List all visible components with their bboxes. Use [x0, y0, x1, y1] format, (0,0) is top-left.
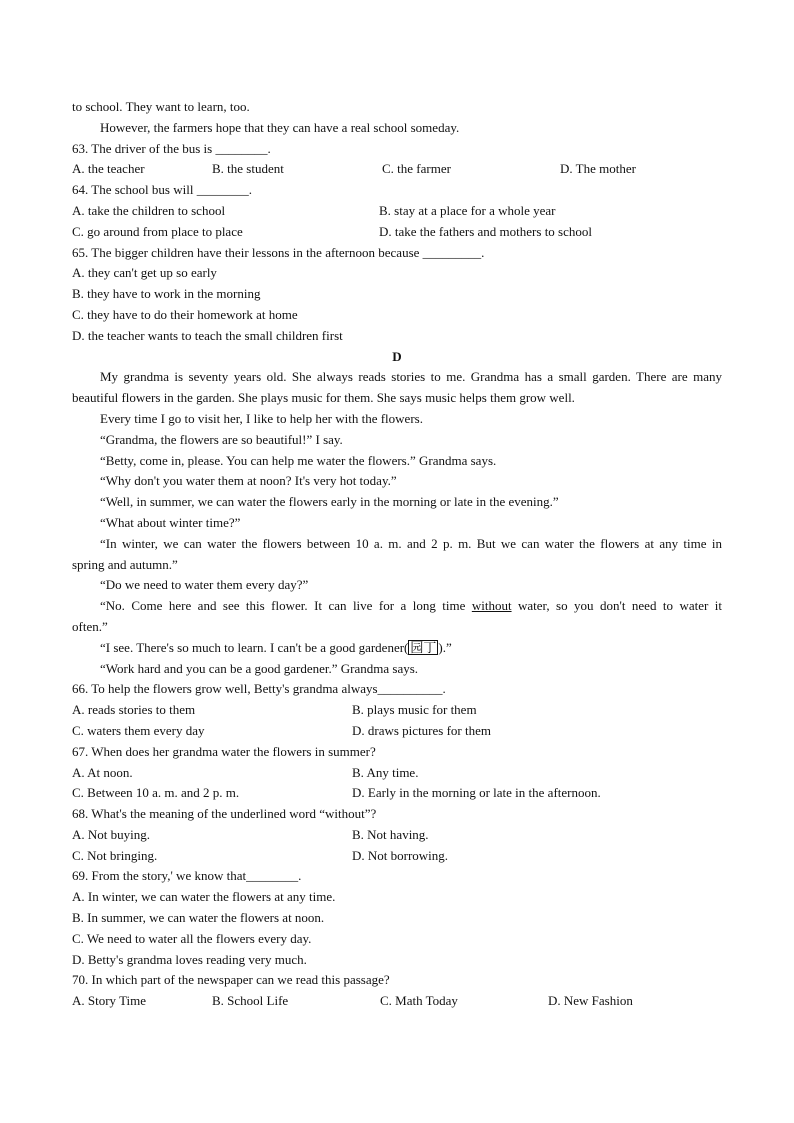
option: D. take the fathers and mothers to school [379, 223, 592, 239]
question-stem: 66. To help the flowers grow well, Betty's grandma always__________. [72, 681, 446, 697]
question-stem: 64. The school bus will ________. [72, 182, 252, 198]
boxed-gloss: 园丁 [410, 639, 437, 655]
option: B. School Life [212, 993, 289, 1009]
option: B. Any time. [352, 764, 419, 780]
dialogue-text: ).” [438, 639, 452, 655]
option: A. In winter, we can water the flowers at any time. [72, 889, 336, 905]
option-row [72, 159, 722, 180]
option: B. Not having. [352, 826, 429, 842]
dialogue-line: “Why don't you water them at noon? It's very hot today.” [100, 473, 397, 489]
dialogue-line: “Betty, come in, please. You can help me water the flowers.” Grandma says. [100, 452, 497, 468]
dialogue-line: “Do we need to water them every day?” [100, 577, 309, 593]
dialogue-line [72, 638, 722, 659]
option: D. draws pictures for them [352, 722, 491, 738]
option: C. We need to water all the flowers every day. [72, 930, 312, 946]
option-row [72, 846, 722, 867]
option-row [72, 201, 722, 222]
option: B. they have to work in the morning [72, 286, 261, 302]
question-stem: 69. From the story,' we know that________. [72, 868, 302, 884]
option-row [72, 991, 722, 1012]
section-heading: D [392, 348, 402, 364]
option: B. stay at a place for a whole year [379, 202, 556, 218]
option: B. the student [212, 161, 284, 177]
dialogue-line [72, 596, 722, 617]
passage-line: My grandma is seventy years old. She always reads stories to me. Grandma has a small garden. There are many [100, 369, 722, 385]
option: D. The mother [560, 161, 636, 177]
dialogue-text: “No. Come here and see this flower. It can live for a long time [100, 598, 472, 614]
option: C. go around from place to place [72, 223, 243, 239]
option: D. the teacher wants to teach the small children first [72, 327, 343, 343]
question-stem: 70. In which part of the newspaper can we read this passage? [72, 972, 390, 988]
option: C. Not bringing. [72, 847, 158, 863]
option-row [72, 825, 722, 846]
option-row [72, 222, 722, 243]
option: D. Not borrowing. [352, 847, 449, 863]
question-stem: 67. When does her grandma water the flowers in summer? [72, 743, 376, 759]
dialogue-text: water, so you don't need to water it [511, 598, 722, 614]
option-row [72, 763, 722, 784]
dialogue-line: often.” [72, 618, 108, 634]
passage-line: to school. They want to learn, too. [72, 99, 250, 114]
question-stem: 65. The bigger children have their lessons in the afternoon because _________. [72, 244, 485, 260]
dialogue-line: “What about winter time?” [100, 514, 241, 530]
passage-line: Every time I go to visit her, I like to help her with the flowers. [100, 410, 423, 426]
dialogue-line: “Grandma, the flowers are so beautiful!” I say. [100, 431, 343, 447]
option: A. the teacher [72, 161, 145, 177]
dialogue-line: “In winter, we can water the flowers between 10 a. m. and 2 p. m. But we can water the flowers at any time in [100, 535, 722, 551]
option: C. Math Today [380, 993, 458, 1009]
option: A. they can't get up so early [72, 265, 217, 281]
option: A. At noon. [72, 764, 133, 780]
option: A. take the children to school [72, 202, 226, 218]
option: C. waters them every day [72, 722, 205, 738]
passage-line: beautiful flowers in the garden. She plays music for them. She says music helps them grow well. [72, 390, 575, 406]
option: D. Betty's grandma loves reading very much. [72, 951, 307, 967]
option: D. New Fashion [548, 993, 633, 1009]
exam-page [72, 97, 722, 1012]
passage-line: However, the farmers hope that they can have a real school someday. [100, 119, 460, 135]
dialogue-text: “I see. There's so much to learn. I can't be a good gardener( [100, 639, 409, 655]
option: A. reads stories to them [72, 702, 196, 718]
dialogue-line: “Work hard and you can be a good gardener.” Grandma says. [100, 660, 419, 676]
option-row [72, 721, 722, 742]
dialogue-line: “Well, in summer, we can water the flowers early in the morning or late in the evening.” [100, 494, 559, 510]
option: B. plays music for them [352, 702, 477, 718]
option: B. In summer, we can water the flowers at noon. [72, 910, 325, 926]
dialogue-line: spring and autumn.” [72, 556, 178, 572]
option: C. the farmer [382, 161, 451, 177]
question-stem: 68. What's the meaning of the underlined word “without”? [72, 806, 377, 822]
option: A. Not buying. [72, 826, 150, 842]
option: D. Early in the morning or late in the afternoon. [352, 785, 601, 801]
option-row [72, 700, 722, 721]
underlined-word: without [471, 598, 512, 614]
option: C. Between 10 a. m. and 2 p. m. [72, 785, 240, 801]
option: A. Story Time [72, 993, 147, 1009]
question-stem: 63. The driver of the bus is ________. [72, 140, 271, 156]
option-row [72, 783, 722, 804]
option: C. they have to do their homework at home [72, 306, 298, 322]
